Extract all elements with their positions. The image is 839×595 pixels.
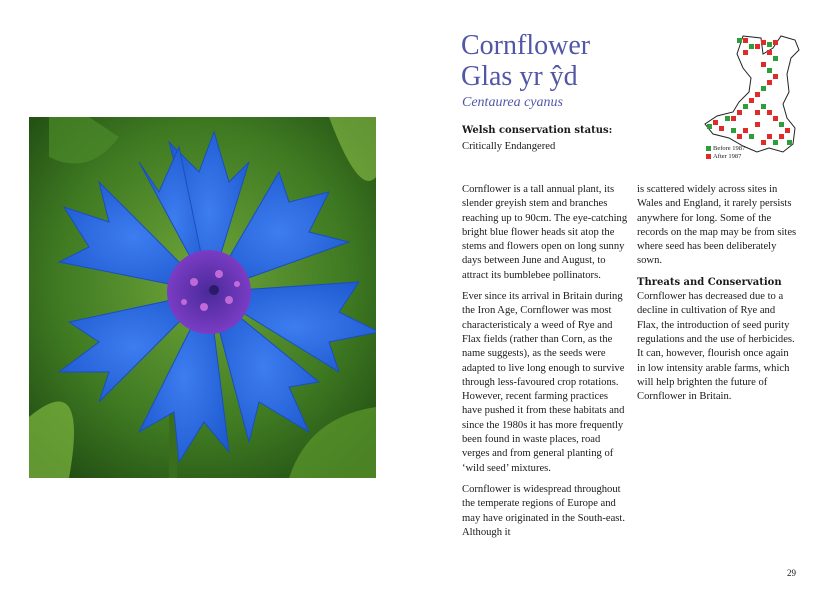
threats-heading: Threats and Conservation — [637, 276, 782, 288]
map-legend — [706, 145, 745, 161]
text-column-2 — [637, 183, 797, 411]
status-value: Critically Endangered — [462, 141, 556, 152]
legend-after: After 1987 — [706, 153, 745, 161]
latin-name: Centaurea cyanus — [462, 95, 563, 110]
paragraph: is scattered widely across sites in Wales and England, it rarely persists anywhere for long. Some of the records on the map may be from sites where seed has been deliberately sown. — [637, 184, 797, 267]
paragraph: Cornflower is a tall annual plant, its slender greyish stem and branches reaching up to 90cm. The eye-catching bright blue flower heads sit atop the stems and flowers open on long sunny days between June and August, to attract its bumblebee pollinators. — [462, 184, 628, 281]
species-title — [461, 30, 590, 92]
cornflower-photo — [29, 117, 376, 478]
threats-paragraph: Cornflower has decreased due to a decline in cultivation of Rye and Flax, the introduction of seed purity regulations and the use of herbicides. It can, however, flourish once again in low intensity arable farms, which will help brighten the future of Cornflower in Britain. — [637, 291, 795, 403]
conservation-status — [462, 123, 612, 155]
page-number: 29 — [787, 568, 796, 578]
legend-before: Before 1987 — [706, 145, 745, 153]
title-english: Cornflower — [461, 30, 591, 61]
distribution-map — [703, 34, 803, 160]
status-label: Welsh conservation status: — [462, 125, 613, 136]
paragraph: Cornflower is widespread throughout the temperate regions of Europe and may have originated in the South-east. Although it — [462, 483, 625, 538]
text-column-1 — [462, 183, 628, 547]
title-welsh: Glas yr ŷd — [461, 61, 578, 92]
paragraph: Ever since its arrival in Britain during the Iron Age, Cornflower was most characteristicaly a weed of Rye and Flax fields (rather than Corn, as the name suggests), as the seeds were adapted to live long enough to survive through less-favoured crop rotations. However, recent farming practices have pushed it from these habitats and since the 1980s it has more frequently been found in waste places, road verges and from general planting of ‘wild seed’ mixtures. — [462, 291, 625, 474]
